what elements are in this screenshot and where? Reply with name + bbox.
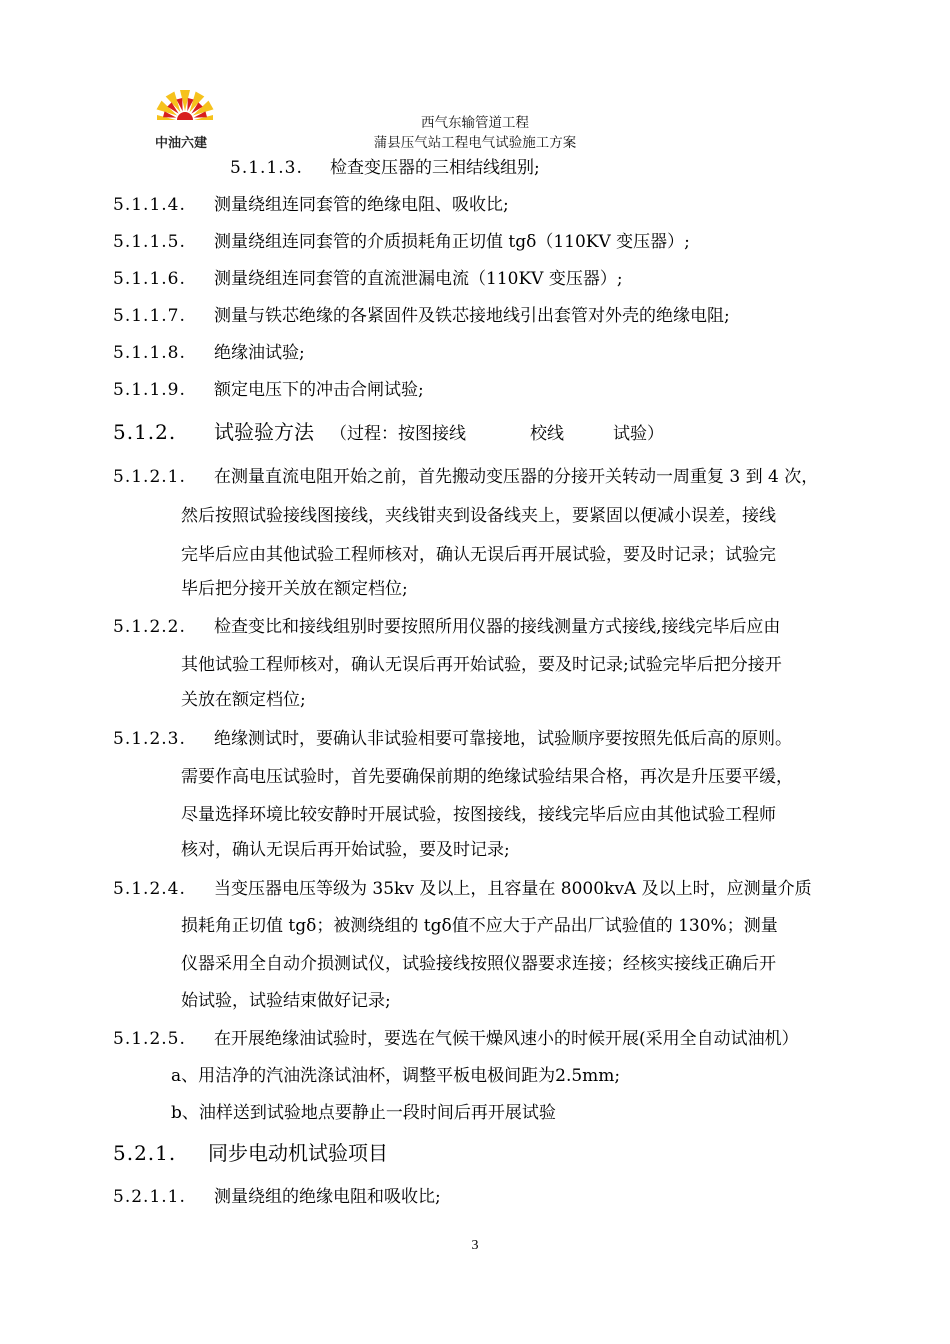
page-number: 3: [471, 1238, 479, 1253]
paragraph-line: 在开展绝缘油试验时，要选在气候干燥风速小的时候开展(采用全自动试油机）: [214, 1029, 799, 1049]
process-step-2: 校线: [530, 424, 564, 444]
paragraph-line: 尽量选择环境比较安静时开展试验，按图接线，接线完毕后应由其他试验工程师: [181, 805, 776, 825]
paragraph-line: 在测量直流电阻开始之前，首先搬动变压器的分接开关转动一周重复 3 到 4 次，: [214, 467, 819, 487]
section-number: 5.1.2.: [113, 420, 177, 444]
paragraph-line: 核对，确认无误后再开始试验，要及时记录;: [181, 840, 510, 860]
item-number: 5.2.1.1.: [113, 1187, 186, 1207]
section-title: 同步电动机试验项目: [208, 1141, 388, 1165]
paragraph-line: 毕后把分接开关放在额定档位;: [181, 579, 408, 599]
paragraph-number: 5.1.2.1.: [113, 467, 186, 487]
paragraph-number: 5.1.2.5.: [113, 1029, 186, 1049]
paragraph-line: 当变压器电压等级为 35kv 及以上，且容量在 8000kvA 及以上时，应测量介质: [214, 879, 812, 899]
paragraph-number: 5.1.2.4.: [113, 879, 186, 899]
item-number: 5.1.1.7.: [113, 306, 186, 326]
section-title: 试验验方法: [214, 420, 314, 444]
section-number: 5.2.1.: [113, 1141, 177, 1165]
item-text: 测量绕组连同套管的绝缘电阻、吸收比;: [214, 195, 509, 215]
item-text: 测量与铁芯绝缘的各紧固件及铁芯接地线引出套管对外壳的绝缘电阻;: [214, 306, 730, 326]
paragraph-line: 完毕后应由其他试验工程师核对，确认无误后再开展试验，要及时记录；试验完: [181, 545, 776, 565]
item-text: 测量绕组连同套管的介质损耗角正切值 tgδ（110KV 变压器）;: [214, 232, 690, 252]
paragraph-line: 检查变比和接线组别时要按照所用仪器的接线测量方式接线,接线完毕后应由: [214, 617, 781, 637]
paragraph-line: 绝缘测试时，要确认非试验相要可靠接地，试验顺序要按照先低后高的原则。: [214, 729, 792, 749]
item-text: 绝缘油试验;: [214, 343, 305, 363]
header-project-title: 西气东输管道工程: [421, 115, 529, 131]
sub-item-a: a、用洁净的汽油洗涤试油杯，调整平板电极间距为2.5mm;: [171, 1066, 621, 1086]
paragraph-line: 损耗角正切值 tgδ；被测绕组的 tgδ值不应大于产品出厂试验值的 130%；测量: [181, 916, 778, 936]
paragraph-line: 然后按照试验接线图接线，夹线钳夹到设备线夹上，要紧固以便减小误差，接线: [181, 506, 776, 526]
paragraph-number: 5.1.2.2.: [113, 617, 186, 637]
process-step-3: 试验）: [613, 424, 664, 444]
paragraph-line: 始试验，试验结束做好记录;: [181, 991, 391, 1011]
logo-text: 中油六建: [155, 136, 208, 151]
header-document-title: 蒲县压气站工程电气试验施工方案: [373, 135, 577, 151]
item-text: 测量绕组的绝缘电阻和吸收比;: [214, 1187, 441, 1207]
item-number: 5.1.1.9.: [113, 380, 186, 400]
item-number: 5.1.1.5.: [113, 232, 186, 252]
paragraph-line: 关放在额定档位;: [181, 690, 306, 710]
paragraph-number: 5.1.2.3.: [113, 729, 186, 749]
item-text: 测量绕组连同套管的直流泄漏电流（110KV 变压器）;: [214, 269, 623, 289]
item-text: 额定电压下的冲击合闸试验;: [214, 380, 424, 400]
process-step-1: （过程：按图接线: [330, 424, 466, 444]
paragraph-line: 仪器采用全自动介损测试仪，试验接线按照仪器要求连接；经核实接线正确后开: [181, 954, 776, 974]
sub-item-b: b、油样送到试验地点要静止一段时间后再开展试验: [171, 1103, 556, 1123]
item-number: 5.1.1.8.: [113, 343, 186, 363]
paragraph-line: 其他试验工程师核对，确认无误后再开始试验，要及时记录;试验完毕后把分接开: [181, 655, 782, 675]
item-number: 5.1.1.6.: [113, 269, 186, 289]
item-text: 检查变压器的三相结线组别;: [330, 158, 540, 178]
item-number: 5.1.1.3.: [230, 158, 303, 178]
paragraph-line: 需要作高电压试验时，首先要确保前期的绝缘试验结果合格，再次是升压要平缓，: [181, 767, 793, 787]
item-number: 5.1.1.4.: [113, 195, 186, 215]
